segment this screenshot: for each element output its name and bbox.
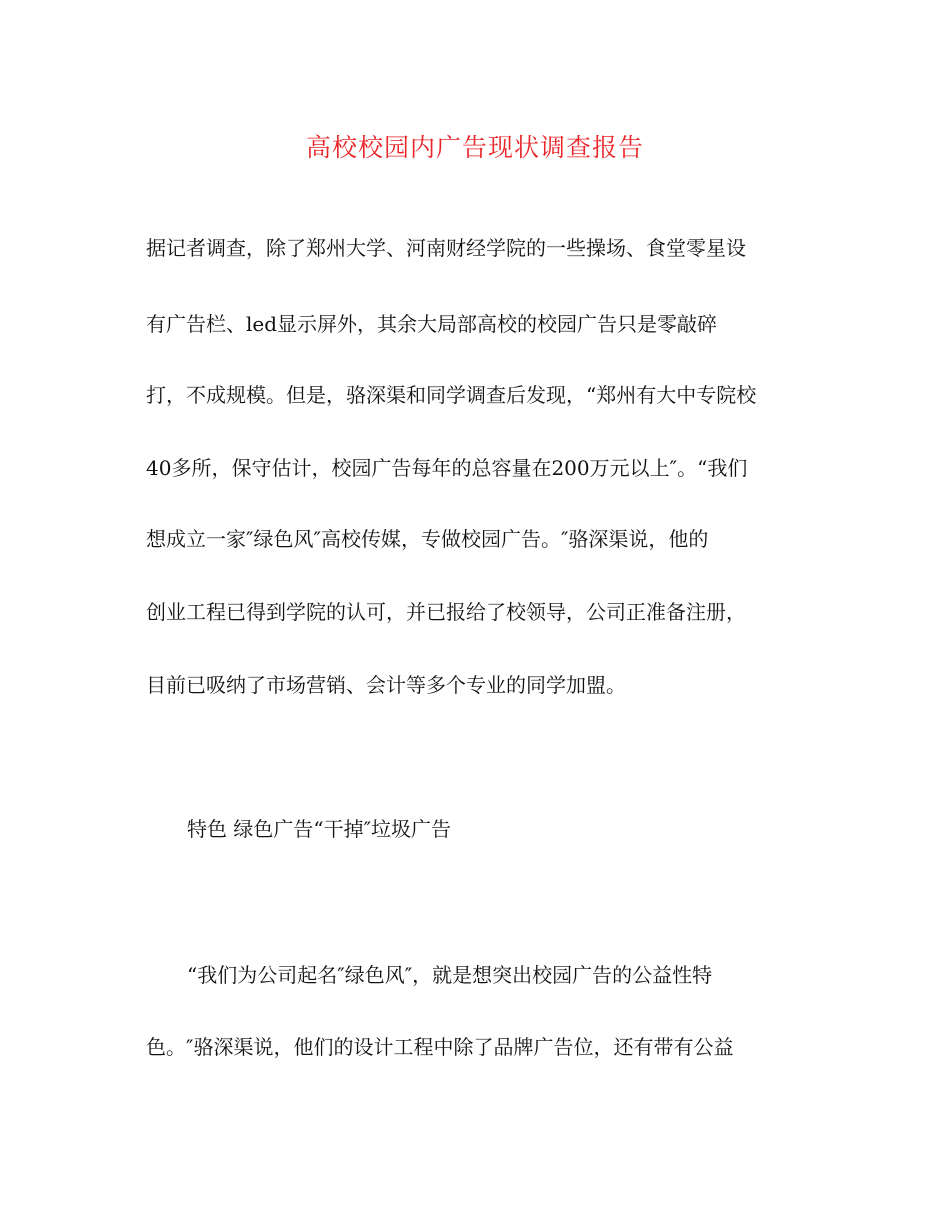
paragraph-line: 创业工程已得到学院的认可，并已报给了校领导，公司正准备注册， bbox=[146, 600, 746, 624]
paragraph-line: 据记者调查，除了郑州大学、河南财经学院的一些操场、食堂零星设 bbox=[146, 236, 746, 260]
paragraph-line: 目前已吸纳了市场营销、会计等多个专业的同学加盟。 bbox=[146, 673, 626, 697]
paragraph-line: 有广告栏、led显示屏外，其余大局部高校的校园广告只是零敲碎 bbox=[146, 312, 718, 336]
section-heading: 特色 绿色广告“干掉″垃圾广告 bbox=[187, 817, 452, 841]
paragraph-line: 40多所，保守估计，校园广告每年的总容量在200万元以上″。“我们 bbox=[146, 456, 748, 480]
paragraph-line: 色。″骆深渠说，他们的设计工程中除了品牌广告位，还有带有公益 bbox=[146, 1035, 734, 1059]
document-title: 高校校园内广告现状调查报告 bbox=[305, 133, 644, 162]
paragraph-line: 想成立一家″绿色风″高校传媒，专做校园广告。″骆深渠说，他的 bbox=[146, 527, 709, 551]
paragraph-line: 打，不成规模。但是，骆深渠和同学调查后发现，“郑州有大中专院校 bbox=[146, 383, 757, 407]
paragraph-line: “我们为公司起名″绿色风″，就是想突出校园广告的公益性特 bbox=[187, 963, 713, 987]
